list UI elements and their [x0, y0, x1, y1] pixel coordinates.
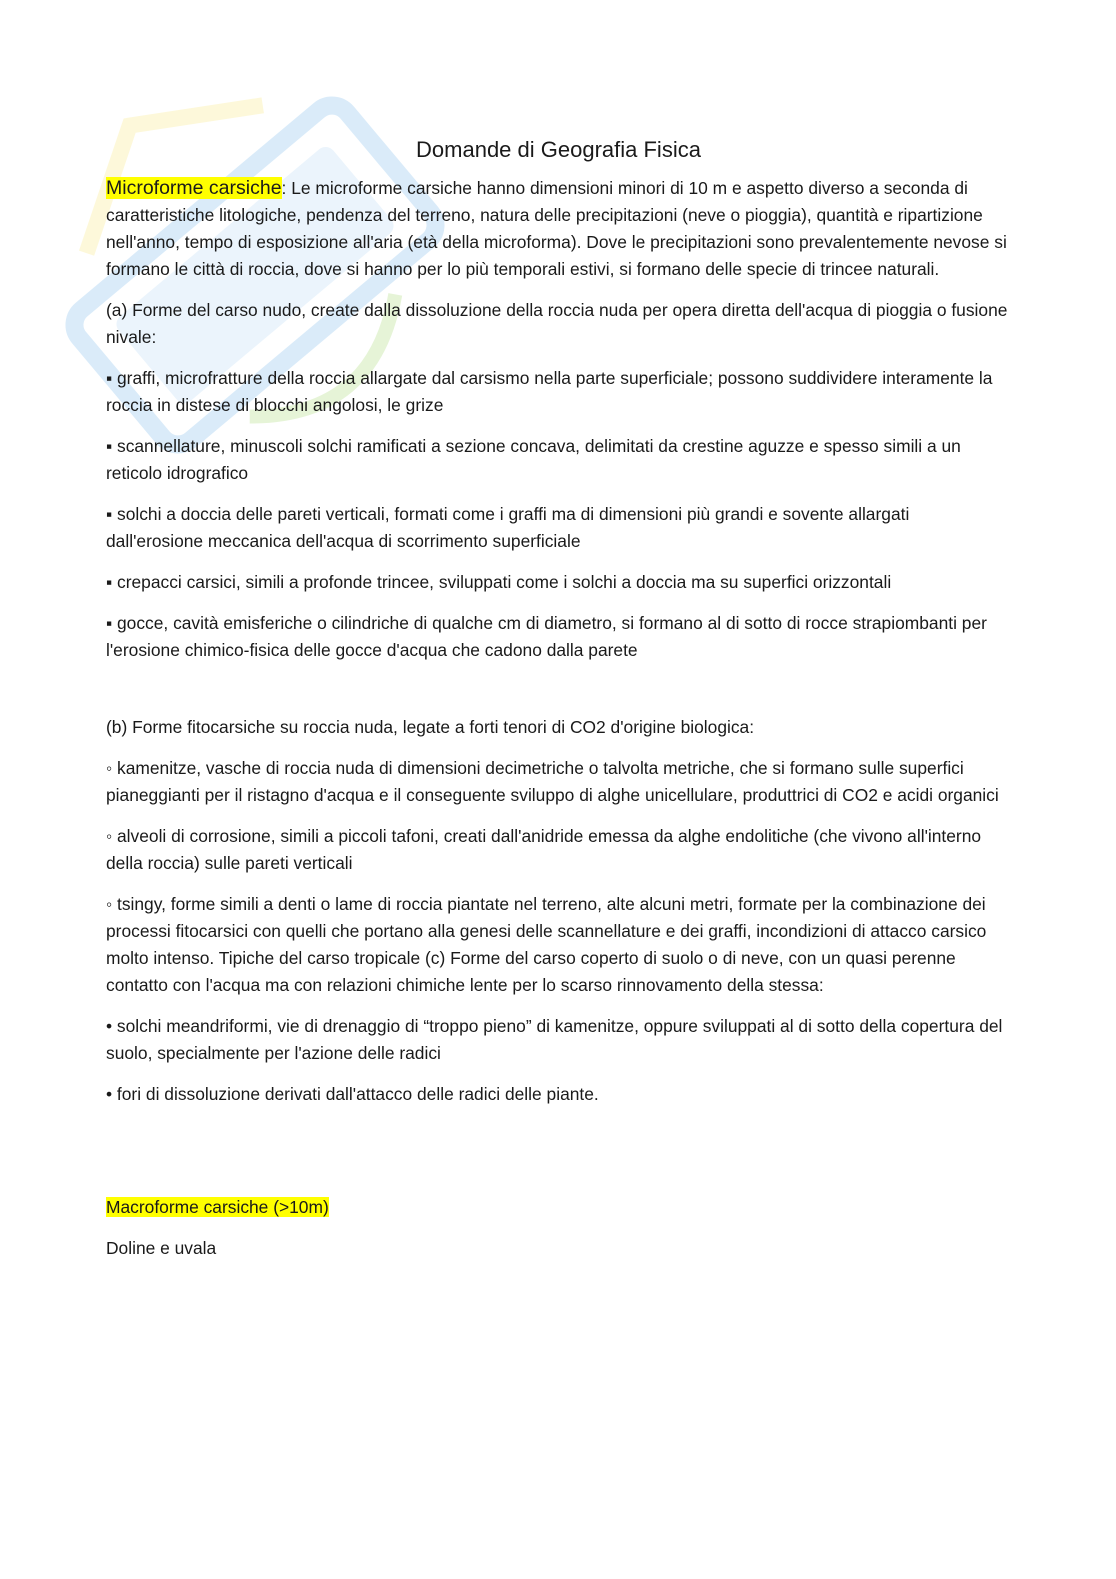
list-item: • solchi meandriformi, vie di drenaggio di “troppo pieno” di kamenitze, oppure sviluppati al di sotto della copertura del suolo, specialmente per l'azione delle radici [106, 1016, 1003, 1063]
section-heading-paragraph [106, 1194, 1011, 1221]
section-heading-macroforme: Macroforme carsiche (>10m) [106, 1197, 329, 1217]
list-item: ▪ solchi a doccia delle pareti verticali, formati come i graffi ma di dimensioni più grandi e sovente allargati dall'erosione meccanica dell'acqua di scorrimento superficiale [106, 504, 910, 551]
spacer [106, 1122, 1011, 1194]
list-item: • fori di dissoluzione derivati dall'attacco delle radici delle piante. [106, 1084, 599, 1104]
section-intro-paragraph [106, 175, 1011, 283]
list-item: ▪ graffi, microfratture della roccia allargate dal carsismo nella parte superficiale; possono suddividere interamente la roccia in distese di blocchi angolosi, le grize [106, 368, 993, 415]
list-item: ◦ tsingy, forme simili a denti o lame di roccia piantate nel terreno, alte alcuni metri, formate per la combinazione dei processi fitocarsici con quelli che portano alla genesi delle scannellature e dei graffi, incondizioni di attacco carsico molto intenso. Tipiche del carso tropicale (c) Forme del carso coperto di suolo o di neve, con un quasi perenne contatto con l'acqua ma con relazioni chimiche lente per lo scarso rinnovamento della stessa: [106, 894, 987, 995]
document-title: Domande di Geografia Fisica [416, 137, 701, 162]
group-a-title: (a) Forme del carso nudo, create dalla dissoluzione della roccia nuda per opera diretta dell'acqua di pioggia o fusione nivale: [106, 300, 1008, 347]
group-b-title: (b) Forme fitocarsiche su roccia nuda, legate a forti tenori di CO2 d'origine biologica: [106, 717, 755, 737]
section-intro-text: : Le microforme carsiche hanno dimensioni minori di 10 m e aspetto diverso a seconda di caratteristiche litologiche, pendenza del terreno, natura delle precipitazioni (neve o pioggia), quantità e ripartizione nell'anno, tempo di esposizione all'aria (età della microforma). Dove le precipitazioni sono prevalentemente nevose si formano le città di roccia, dove si hanno per lo più temporali estivi, si formano delle specie di trincee naturali. [106, 178, 1007, 279]
list-item: ◦ kamenitze, vasche di roccia nuda di dimensioni decimetriche o talvolta metriche, che si formano sulle superfici pianeggianti per il ristagno d'acqua e il conseguente sviluppo di alghe unicellulare, produttrici di CO2 e acidi organici [106, 758, 999, 805]
list-item: ▪ gocce, cavità emisferiche o cilindriche di qualche cm di diametro, si formano al di sotto di rocce strapiombanti per l'erosione chimico-fisica delle gocce d'acqua che cadono dalla parete [106, 613, 987, 660]
list-item: ▪ scannellature, minuscoli solchi ramificati a sezione concava, delimitati da crestine aguzze e spesso simili a un reticolo idrografico [106, 436, 961, 483]
list-item: ▪ crepacci carsici, simili a profonde trincee, sviluppati come i solchi a doccia ma su superfici orizzontali [106, 572, 892, 592]
section-heading-microforme: Microforme carsiche [106, 177, 282, 199]
spacer [106, 678, 1011, 714]
list-item: ◦ alveoli di corrosione, simili a piccoli tafoni, creati dall'anidride emessa da alghe endolitiche (che vivono all'interno della roccia) sulle pareti verticali [106, 826, 982, 873]
subheading-doline: Doline e uvala [106, 1238, 217, 1258]
document-body [106, 128, 1011, 1276]
